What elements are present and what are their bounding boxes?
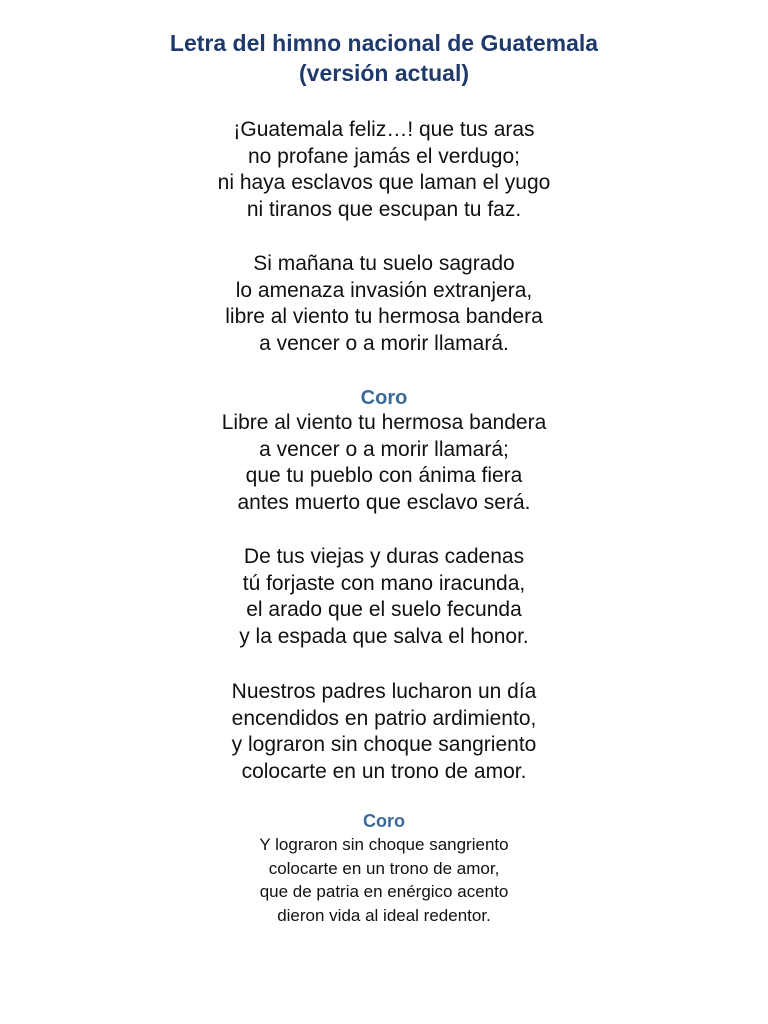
verse-line: y la espada que salva el honor. — [239, 625, 529, 649]
verse-line: antes muerto que esclavo será. — [237, 491, 531, 515]
verse-line: libre al viento tu hermosa bandera — [225, 305, 543, 329]
verse-line: Y lograron sin choque sangriento — [259, 835, 509, 854]
verse-line: Si mañana tu suelo sagrado — [253, 252, 515, 275]
page-title: Letra del himno nacional de Guatemala — [169, 30, 599, 56]
chorus-heading: Coro — [360, 387, 408, 409]
stanza-4 — [0, 679, 768, 786]
verse-line: encendidos en patrio ardimiento, — [231, 706, 537, 730]
verse-line: y lograron sin choque sangriento — [231, 733, 537, 757]
verse-line: tú forjaste con mano iracunda, — [242, 571, 526, 595]
verse-line: ni tiranos que escupan tu faz. — [246, 198, 522, 222]
verse-line: Nuestros padres lucharon un día — [231, 680, 537, 703]
stanza-2 — [0, 251, 768, 358]
page-subtitle: (versión actual) — [299, 60, 469, 86]
verse-line: que tu pueblo con ánima fiera — [245, 464, 523, 488]
verse-line: colocarte en un trono de amor. — [241, 760, 527, 784]
stanza-1 — [0, 117, 768, 224]
verse-line: ¡Guatemala feliz…! que tus aras — [233, 118, 535, 141]
verse-line: ni haya esclavos que laman el yugo — [217, 171, 551, 195]
verse-line: lo amenaza invasión extranjera, — [235, 278, 533, 302]
chorus-2 — [0, 833, 768, 927]
chorus-1 — [0, 410, 768, 517]
verse-line: no profane jamás el verdugo; — [247, 144, 520, 168]
verse-line: a vencer o a morir llamará. — [259, 332, 509, 356]
verse-line: dieron vida al ideal redentor. — [277, 905, 491, 925]
verse-line: De tus viejas y duras cadenas — [243, 545, 525, 568]
verse-line: a vencer o a morir llamará; — [259, 437, 509, 461]
verse-line: el arado que el suelo fecunda — [246, 598, 522, 622]
stanza-3 — [0, 544, 768, 651]
verse-line: que de patria en enérgico acento — [259, 882, 509, 901]
verse-line: Libre al viento tu hermosa bandera — [221, 411, 547, 434]
chorus-heading: Coro — [363, 811, 405, 831]
verse-line: colocarte en un trono de amor, — [268, 858, 500, 878]
